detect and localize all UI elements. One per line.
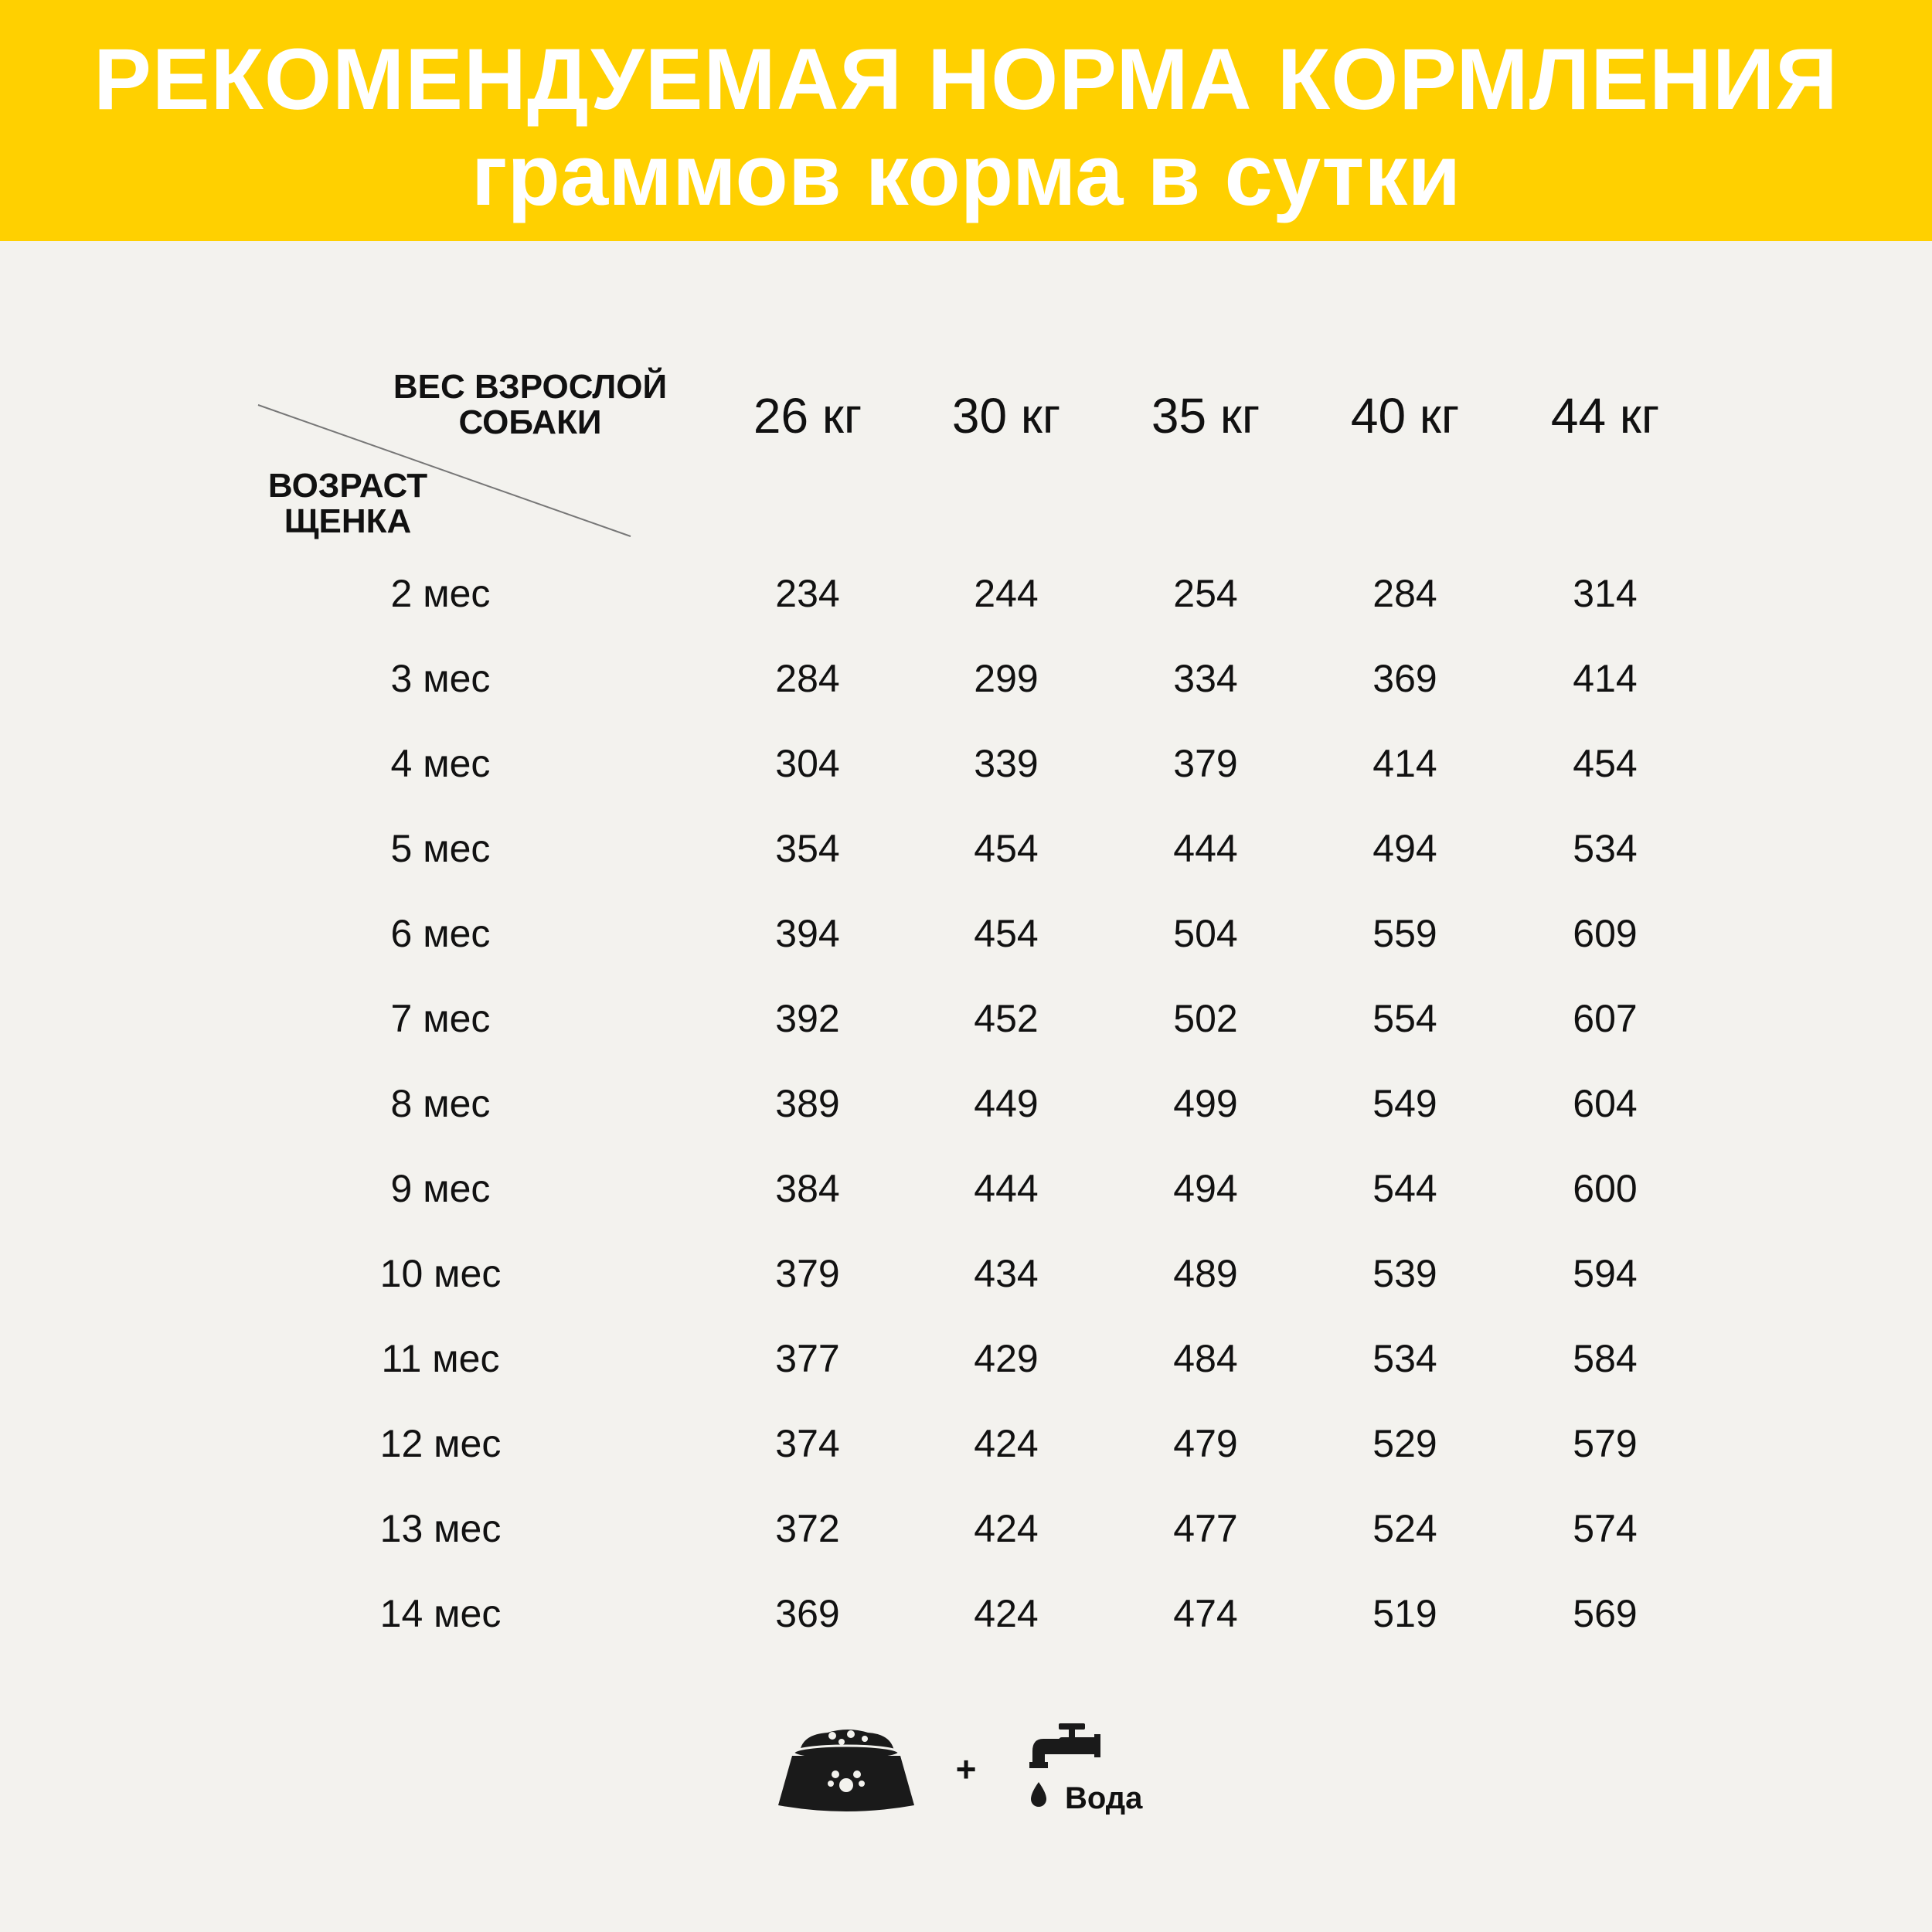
plus-sign: +	[955, 1749, 977, 1789]
value-cell: 494	[1372, 827, 1437, 870]
value-cell: 424	[974, 1507, 1039, 1550]
value-cell: 569	[1573, 1592, 1638, 1635]
value-cell: 392	[775, 997, 840, 1040]
value-cell: 504	[1173, 912, 1238, 955]
value-cell: 339	[974, 742, 1039, 785]
value-cell: 284	[1372, 572, 1437, 615]
value-cell: 534	[1372, 1337, 1437, 1380]
value-cell: 604	[1573, 1082, 1638, 1125]
value-cell: 389	[775, 1082, 840, 1125]
value-cell: 559	[1372, 912, 1437, 955]
column-header: 26 кг	[753, 388, 862, 444]
value-cell: 519	[1372, 1592, 1437, 1635]
value-cell: 379	[1173, 742, 1238, 785]
value-cell: 607	[1573, 997, 1638, 1040]
value-cell: 414	[1372, 742, 1437, 785]
value-cell: 454	[1573, 742, 1638, 785]
value-cell: 454	[974, 827, 1039, 870]
age-cell: 6 мес	[390, 912, 491, 955]
page-subtitle: граммов корма в сутки	[471, 127, 1461, 223]
value-cell: 554	[1372, 997, 1437, 1040]
value-cell: 489	[1173, 1252, 1238, 1295]
value-cell: 444	[974, 1167, 1039, 1210]
age-cell: 13 мес	[379, 1507, 502, 1550]
value-cell: 454	[974, 912, 1039, 955]
dog-bowl-icon	[777, 1725, 916, 1818]
value-cell: 379	[775, 1252, 840, 1295]
value-cell: 544	[1372, 1167, 1437, 1210]
header-banner	[0, 0, 1932, 241]
value-cell: 424	[974, 1592, 1039, 1635]
value-cell: 369	[1372, 657, 1437, 700]
value-cell: 244	[974, 572, 1039, 615]
column-header: 30 кг	[951, 388, 1061, 444]
age-cell: 5 мес	[390, 827, 491, 870]
value-cell: 574	[1573, 1507, 1638, 1550]
value-cell: 369	[775, 1592, 840, 1635]
value-cell: 494	[1173, 1167, 1238, 1210]
value-cell: 314	[1573, 572, 1638, 615]
value-cell: 299	[974, 657, 1039, 700]
value-cell: 609	[1573, 912, 1638, 955]
value-cell: 600	[1573, 1167, 1638, 1210]
value-cell: 414	[1573, 657, 1638, 700]
age-cell: 2 мес	[390, 572, 491, 615]
column-header: 44 кг	[1550, 388, 1660, 444]
age-cell: 12 мес	[379, 1422, 502, 1465]
water-label: Вода	[1065, 1781, 1143, 1815]
value-cell: 549	[1372, 1082, 1437, 1125]
value-cell: 429	[974, 1337, 1039, 1380]
corner-label-age: ВОЗРАСТ ЩЕНКА	[267, 467, 428, 540]
value-cell: 434	[974, 1252, 1039, 1295]
page-title: РЕКОМЕНДУЕМАЯ НОРМА КОРМЛЕНИЯ	[94, 31, 1838, 128]
age-cell: 10 мес	[379, 1252, 502, 1295]
value-cell: 499	[1173, 1082, 1238, 1125]
value-cell: 479	[1173, 1422, 1238, 1465]
value-cell: 474	[1173, 1592, 1238, 1635]
value-cell: 254	[1173, 572, 1238, 615]
age-cell: 9 мес	[390, 1167, 491, 1210]
value-cell: 234	[775, 572, 840, 615]
value-cell: 354	[775, 827, 840, 870]
column-header: 40 кг	[1350, 388, 1460, 444]
age-cell: 11 мес	[381, 1337, 500, 1380]
age-cell: 3 мес	[390, 657, 491, 700]
value-cell: 452	[974, 997, 1039, 1040]
value-cell: 534	[1573, 827, 1638, 870]
value-cell: 394	[775, 912, 840, 955]
value-cell: 444	[1173, 827, 1238, 870]
value-cell: 372	[775, 1507, 840, 1550]
value-cell: 424	[974, 1422, 1039, 1465]
value-cell: 384	[775, 1167, 840, 1210]
value-cell: 584	[1573, 1337, 1638, 1380]
value-cell: 477	[1173, 1507, 1238, 1550]
value-cell: 539	[1372, 1252, 1437, 1295]
value-cell: 524	[1372, 1507, 1437, 1550]
corner-label-weight: ВЕС ВЗРОСЛОЙ СОБАКИ	[393, 368, 668, 441]
value-cell: 449	[974, 1082, 1039, 1125]
age-cell: 7 мес	[390, 997, 491, 1040]
value-cell: 579	[1573, 1422, 1638, 1465]
value-cell: 284	[775, 657, 840, 700]
value-cell: 484	[1173, 1337, 1238, 1380]
age-cell: 8 мес	[390, 1082, 491, 1125]
value-cell: 529	[1372, 1422, 1437, 1465]
value-cell: 304	[775, 742, 840, 785]
column-header: 35 кг	[1151, 388, 1260, 444]
value-cell: 334	[1173, 657, 1238, 700]
value-cell: 594	[1573, 1252, 1638, 1295]
corner-diagonal-line	[257, 403, 635, 539]
age-cell: 14 мес	[379, 1592, 502, 1635]
age-cell: 4 мес	[390, 742, 491, 785]
value-cell: 377	[775, 1337, 840, 1380]
value-cell: 374	[775, 1422, 840, 1465]
value-cell: 502	[1173, 997, 1238, 1040]
